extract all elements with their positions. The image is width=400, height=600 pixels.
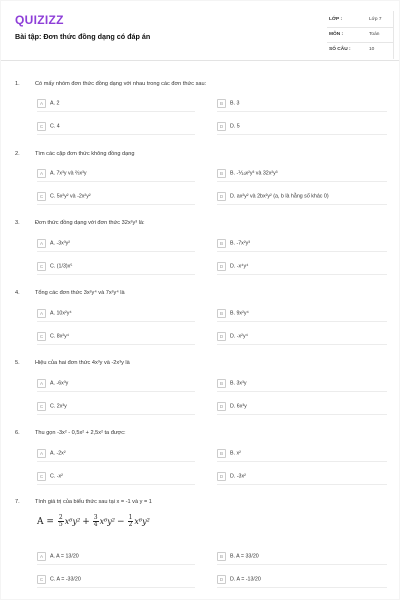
quizizz-logo: QUIZIZZ bbox=[15, 13, 64, 27]
formula-term: x⁶y² bbox=[64, 517, 81, 526]
option-underline bbox=[217, 181, 387, 182]
formula-lead: A = bbox=[37, 516, 54, 527]
option-letter-badge: D bbox=[217, 262, 226, 271]
option-text: A. -3x³y² bbox=[50, 240, 71, 247]
option-d[interactable] bbox=[217, 122, 240, 132]
question-number: 3. bbox=[15, 220, 20, 226]
option-underline bbox=[37, 251, 195, 252]
option-text: C. 2x³y bbox=[50, 403, 67, 410]
fraction-denominator: 5 bbox=[58, 521, 63, 528]
fraction-denominator: 2 bbox=[128, 521, 133, 528]
question-number: 2. bbox=[15, 151, 20, 157]
option-underline bbox=[217, 344, 387, 345]
option-c[interactable] bbox=[37, 262, 73, 272]
option-text: C. 5x²y² và -2x²y² bbox=[50, 193, 91, 200]
option-c[interactable] bbox=[37, 472, 63, 482]
class-value: Lớp 7 bbox=[369, 17, 382, 22]
option-letter-badge: A bbox=[37, 169, 46, 178]
option-text: D. -x⁴y⁴ bbox=[230, 263, 249, 270]
option-a[interactable] bbox=[37, 552, 79, 562]
meta-divider bbox=[327, 27, 393, 28]
option-text: A. -6x³y bbox=[50, 380, 69, 387]
formula-term: x⁶y² bbox=[134, 517, 150, 526]
worksheet-page bbox=[1, 1, 399, 599]
option-b[interactable] bbox=[217, 449, 241, 459]
option-underline bbox=[37, 274, 195, 275]
option-letter-badge: B bbox=[217, 552, 226, 561]
option-a[interactable] bbox=[37, 99, 59, 109]
option-b[interactable] bbox=[217, 169, 278, 179]
question-number: 4. bbox=[15, 290, 20, 296]
option-text: B. -⅒x²y³ và 32x²y³ bbox=[230, 170, 278, 177]
option-letter-badge: A bbox=[37, 99, 46, 108]
option-text: A. 2 bbox=[50, 100, 60, 107]
formula-fraction bbox=[58, 515, 64, 528]
option-underline bbox=[217, 414, 387, 415]
option-text: A. 10x²y⁴ bbox=[50, 310, 72, 317]
option-b[interactable] bbox=[217, 99, 239, 109]
option-underline bbox=[217, 484, 387, 485]
option-a[interactable] bbox=[37, 309, 72, 319]
option-b[interactable] bbox=[217, 239, 250, 249]
count-value: 10 bbox=[369, 47, 375, 52]
formula-operator: − bbox=[117, 516, 125, 527]
option-underline bbox=[217, 111, 387, 112]
question-text: Tính giá trị của biểu thức sau tại x = -1 và y = 1 bbox=[35, 499, 152, 505]
option-letter-badge: D bbox=[217, 192, 226, 201]
option-text: D. 6x³y bbox=[230, 403, 247, 410]
option-letter-badge: C bbox=[37, 262, 46, 271]
option-underline bbox=[37, 344, 195, 345]
option-underline bbox=[217, 251, 387, 252]
option-letter-badge: D bbox=[217, 332, 226, 341]
formula-fraction bbox=[93, 515, 99, 528]
option-underline bbox=[217, 587, 387, 588]
question-text: Có mấy nhóm đơn thức đồng dạng với nhau trong các đơn thức sau: bbox=[35, 81, 207, 87]
option-text: B. A = 33/20 bbox=[230, 553, 259, 560]
option-a[interactable] bbox=[37, 169, 87, 179]
option-a[interactable] bbox=[37, 449, 66, 459]
option-c[interactable] bbox=[37, 332, 69, 342]
option-text: A. A = 13/20 bbox=[50, 553, 79, 560]
option-text: D. A = -13/20 bbox=[230, 576, 261, 583]
option-letter-badge: C bbox=[37, 192, 46, 201]
option-text: B. 9x²y⁴ bbox=[230, 310, 249, 317]
worksheet-header bbox=[1, 1, 399, 61]
option-letter-badge: A bbox=[37, 449, 46, 458]
option-letter-badge: B bbox=[217, 239, 226, 248]
option-d[interactable] bbox=[217, 402, 247, 412]
question-text: Tổng các đơn thức 3x²y⁴ và 7x²y⁴ là bbox=[35, 290, 125, 296]
option-letter-badge: C bbox=[37, 575, 46, 584]
option-b[interactable] bbox=[217, 552, 259, 562]
meta-divider bbox=[327, 42, 393, 43]
option-letter-badge: B bbox=[217, 99, 226, 108]
option-d[interactable] bbox=[217, 575, 261, 585]
option-letter-badge: D bbox=[217, 575, 226, 584]
subject-value: Toán bbox=[369, 32, 380, 37]
option-underline bbox=[37, 587, 195, 588]
option-underline bbox=[37, 181, 195, 182]
class-label: LỚP : bbox=[329, 17, 343, 22]
option-letter-badge: B bbox=[217, 449, 226, 458]
option-underline bbox=[37, 134, 195, 135]
fraction-numerator: 1 bbox=[128, 514, 133, 521]
option-text: C. 8x²y⁴ bbox=[50, 333, 70, 340]
option-letter-badge: B bbox=[217, 379, 226, 388]
option-text: D. -3x² bbox=[230, 473, 246, 480]
option-underline bbox=[37, 391, 195, 392]
formula-term: x⁶y² bbox=[99, 517, 116, 526]
option-letter-badge: C bbox=[37, 402, 46, 411]
option-text: B. -7x²y³ bbox=[230, 240, 251, 247]
option-letter-badge: C bbox=[37, 122, 46, 131]
option-letter-badge: B bbox=[217, 169, 226, 178]
option-letter-badge: D bbox=[217, 472, 226, 481]
expression-formula bbox=[37, 515, 150, 528]
option-underline bbox=[217, 321, 387, 322]
option-text: D. ax²y² và 2bx²y² (a, b là hằng số khác 0) bbox=[230, 193, 329, 200]
option-c[interactable] bbox=[37, 402, 67, 412]
fraction-numerator: 3 bbox=[93, 514, 98, 521]
option-a[interactable] bbox=[37, 379, 68, 389]
option-b[interactable] bbox=[217, 309, 249, 319]
option-text: D. 5 bbox=[230, 123, 240, 130]
option-underline bbox=[37, 414, 195, 415]
option-c[interactable] bbox=[37, 575, 81, 585]
question-number: 7. bbox=[15, 499, 20, 505]
fraction-denominator: 4 bbox=[93, 521, 98, 528]
option-text: B. 3 bbox=[230, 100, 240, 107]
option-underline bbox=[217, 461, 387, 462]
option-underline bbox=[37, 321, 195, 322]
subject-label: MÔN : bbox=[329, 32, 344, 37]
option-letter-badge: A bbox=[37, 379, 46, 388]
option-underline bbox=[217, 274, 387, 275]
formula-operator: + bbox=[82, 516, 90, 527]
option-text: C. A = -33/20 bbox=[50, 576, 81, 583]
count-label: SỐ CÂU : bbox=[329, 47, 351, 52]
option-letter-badge: A bbox=[37, 239, 46, 248]
question-number: 1. bbox=[15, 81, 20, 87]
option-d[interactable] bbox=[217, 472, 246, 482]
option-text: C. (1/3)x⁵ bbox=[50, 263, 73, 270]
option-underline bbox=[37, 484, 195, 485]
option-c[interactable] bbox=[37, 192, 91, 202]
option-underline bbox=[217, 564, 387, 565]
option-letter-badge: C bbox=[37, 332, 46, 341]
question-text: Hiệu của hai đơn thức 4x³y và -2x³y là bbox=[35, 360, 130, 366]
option-underline bbox=[37, 111, 195, 112]
question-text: Đơn thức đồng dạng với đơn thức 32x²y³ là: bbox=[35, 220, 145, 226]
meta-divider bbox=[393, 11, 394, 59]
question-text: Thu gọn -3x² - 0,5x² + 2,5x² ta được: bbox=[35, 430, 126, 436]
option-text: B. x² bbox=[230, 450, 241, 457]
option-underline bbox=[217, 391, 387, 392]
option-letter-badge: D bbox=[217, 402, 226, 411]
option-d[interactable] bbox=[217, 262, 248, 272]
option-underline bbox=[37, 204, 195, 205]
page-title: Bài tập: Đơn thức đồng dạng có đáp án bbox=[15, 32, 151, 41]
option-text: A. -2x² bbox=[50, 450, 66, 457]
option-letter-badge: A bbox=[37, 552, 46, 561]
option-d[interactable] bbox=[217, 332, 248, 342]
option-text: D. -x²y⁴ bbox=[230, 333, 248, 340]
option-underline bbox=[37, 461, 195, 462]
option-b[interactable] bbox=[217, 379, 246, 389]
question-text: Tìm các cặp đơn thức không đồng dạng bbox=[35, 151, 135, 157]
option-letter-badge: D bbox=[217, 122, 226, 131]
option-c[interactable] bbox=[37, 122, 60, 132]
option-text: A. 7x³y và ⅔x³y bbox=[50, 170, 87, 177]
option-letter-badge: C bbox=[37, 472, 46, 481]
option-d[interactable] bbox=[217, 192, 329, 202]
question-number: 5. bbox=[15, 360, 20, 366]
option-underline bbox=[217, 134, 387, 135]
option-text: C. 4 bbox=[50, 123, 60, 130]
option-underline bbox=[217, 204, 387, 205]
option-letter-badge: A bbox=[37, 309, 46, 318]
option-letter-badge: B bbox=[217, 309, 226, 318]
fraction-numerator: 2 bbox=[58, 514, 63, 521]
option-text: B. 3x³y bbox=[230, 380, 247, 387]
option-text: C. -x² bbox=[50, 473, 63, 480]
option-a[interactable] bbox=[37, 239, 70, 249]
option-underline bbox=[37, 564, 195, 565]
formula-fraction bbox=[128, 515, 134, 528]
question-number: 6. bbox=[15, 430, 20, 436]
